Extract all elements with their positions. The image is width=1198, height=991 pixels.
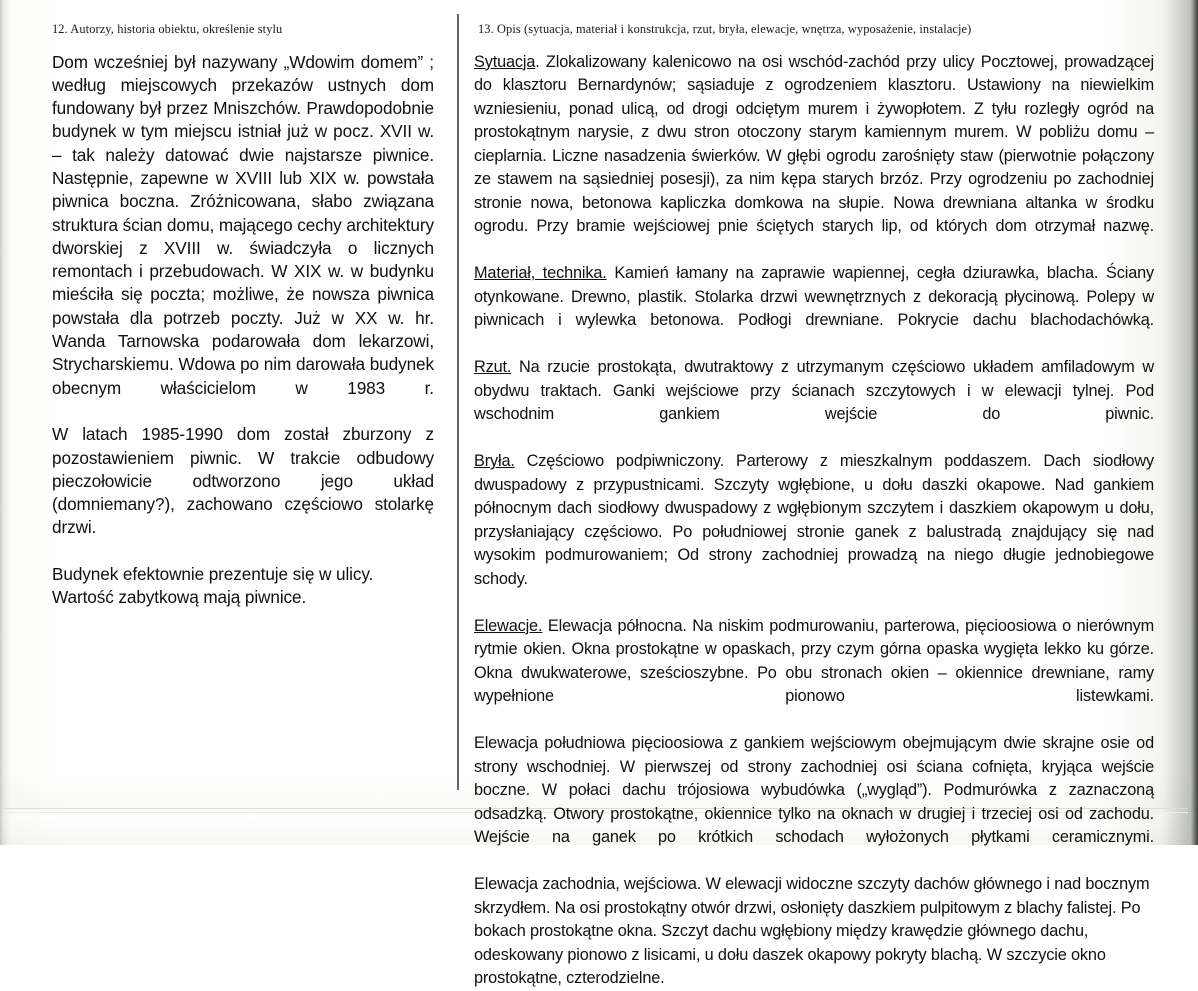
section-bryla bbox=[474, 450, 1154, 615]
paragraph: W latach 1985-1990 dom został zburzony z pozostawieniem piwnic. W trakcie odbudowy pieczołowicie odtworzono jego układ (domniemany?), zachowano częściowo stolarkę drzwi. bbox=[52, 424, 434, 538]
section-text: Elewacja południowa pięcioosiowa z gankiem wejściowym obejmującym dwie skrajne osie od strony wschodniej. W pierwszej od strony zachodniej osi ściana cofnięta, kryjąca wejście boczne. W połaci dachu trójosiowa wybudówka („wygląd”). Podmurówka z zaznaczoną odsadzką. Otwory prostokątne, okiennice tylko na oknach w drugiej i trzeciej osi od zachodu. Wejście na ganek po krótkich schodach wyłożonych płytkami ceramicznymi. bbox=[474, 734, 1154, 846]
section-text: Kamień łamany na zaprawie wapiennej, cegła dziurawka, blacha. Ściany otynkowane. Drewno, plastik. Stolarka drzwi wewnętrznych z dekoracją płycinową. Polepy w piwnicach i wylewka betonowa. Podłogi drewniane. Pokrycie dachu blachodachówką. bbox=[474, 264, 1154, 329]
section-lead-sytuacja: Sytuacja bbox=[474, 52, 536, 71]
field-13-caption: 13. Opis (sytuacja, materiał i konstrukcja, rzut, bryła, elewacje, wnętrza, wyposażenie, instalacje) bbox=[478, 22, 972, 36]
section-text: Elewacja północna. Na niskim podmurowaniu, parterowa, pięcioosiowa o nierównym rytmie okien. Okna prostokątne w opaskach, przy czym górna opaska wygięta lekko ku górze. Okna dwukwaterowe, sześcioszybne. Po obu stronach okien – okiennice drewniane, ramy wypełnione pionowo listewkami. bbox=[474, 616, 1154, 705]
section-elewacje bbox=[474, 615, 1154, 733]
field-13-description bbox=[458, 0, 1198, 991]
section-sytuacja bbox=[474, 51, 1154, 263]
section-text: Częściowo podpiwniczony. Parterowy z mieszkalnym poddaszem. Dach siodłowy dwuspadowy z przypustnicami. Szczyty wgłębione, u dołu daszki okapowe. Nad gankiem północnym dach siodłowy dwuspadowy z wgłębionym szczytem i daszkiem okapowym u dołu, przysłaniający częściowo. Po południowej stronie ganek z balustradą znajdujący się nad wysokim podmurowaniem; Od strony zachodniej prowadzą na niego długie jednobiegowe schody. bbox=[474, 452, 1154, 588]
section-lead-bryla: Bryła. bbox=[474, 452, 515, 470]
section-rzut bbox=[474, 356, 1154, 450]
field-12-body bbox=[52, 51, 434, 610]
section-lead-rzut: Rzut. bbox=[474, 358, 512, 376]
field-13-body bbox=[474, 51, 1154, 991]
section-lead-suffix: . bbox=[535, 52, 540, 71]
section-elewacja-poludniowa bbox=[474, 732, 1154, 873]
paragraph: Dom wcześniej był nazywany „Wdowim domem” ; według miejscowych przekazów ustnych dom fundowany był przez Mniszchów. Prawdopodobnie budynek w tym miejscu istniał już w pocz. XVII w. – tak należy datować dwie najstarsze piwnice. Następnie, zapewne w XVIII lub XIX w. powstała piwnica boczna. Zróżnicowana, słabo związana struktura ścian domu, mającego cechy architektury dworskiej z XVIII w. świadczyła o licznych remontach i przebudowach. W XIX w. w budynku mieściła się poczta; możliwe, że nowsza piwnica powstała dla potrzeb poczty. Już w XX w. hr. Wanda Tarnowska podarowała dom lekarzowi, Strycharskiemu. Wdowa po nim darowała budynek obecnym właścicielom w 1983 r. bbox=[52, 51, 434, 398]
section-elewacja-zachodnia bbox=[474, 873, 1154, 991]
field-12-authors-history-style bbox=[0, 0, 458, 610]
section-material-technika bbox=[474, 262, 1154, 356]
section-text: Zlokalizowany kalenicowo na osi wschód-zachód przy ulicy Pocztowej, prowadzącej do klasztoru Bernardynów; sąsiaduje z ogrodzeniem klasztoru. Ustawiony na niewielkim wzniesieniu, ponad ulicą, od drogi odciętym murem i żywopłotem. Z tyłu rozległy ogród na prostokątnym narysie, z dwu stron otoczony starym kamiennym murem. W pobliżu domu – cieplarnia. Liczne nasadzenia świerków. W głębi ogrodu zarośnięty staw (pierwotnie połączony ze stawem na sąsiedniej posesji), za nim kępa starych brzóz. Przy ogrodzeniu po zachodniej stronie nowa, betonowa kapliczka domkowa na słupie. Nowa drewniana altanka w środku ogrodu. Przy bramie wejściowej pnie ściętych starych lip, od których dom otrzymał nazwę. bbox=[474, 52, 1154, 235]
field-12-caption: 12. Autorzy, historia obiektu, określenie stylu bbox=[52, 22, 283, 36]
paragraph: Budynek efektownie prezentuje się w ulicy. Wartość zabytkową mają piwnice. bbox=[52, 564, 374, 608]
section-text: Na rzucie prostokąta, dwutraktowy z utrzymanym częściowo układem amfiladowym w obydwu traktach. Ganki wejściowe przy ścianach szczytowych i w elewacji tylnej. Pod wschodnim gankiem wejście do piwnic. bbox=[474, 358, 1154, 423]
section-lead-material-technika: Materiał, technika. bbox=[474, 264, 607, 282]
section-text: Elewacja zachodnia, wejściowa. W elewacji widoczne szczyty dachów głównego i nad bocznym skrzydłem. Na osi prostokątny otwór drzwi, osłonięty daszkiem pulpitowym z blachy falistej. Po bokach prostokątne okna. Szczyt dachu wgłębiony między krawędzie głównego dachu, odeskowany pionowo z lisicami, u dołu daszek okapowy pokryty blachą. W szczycie okno prostokątne, czterodzielne. bbox=[474, 875, 1150, 987]
section-lead-elewacje: Elewacje. bbox=[474, 616, 543, 635]
